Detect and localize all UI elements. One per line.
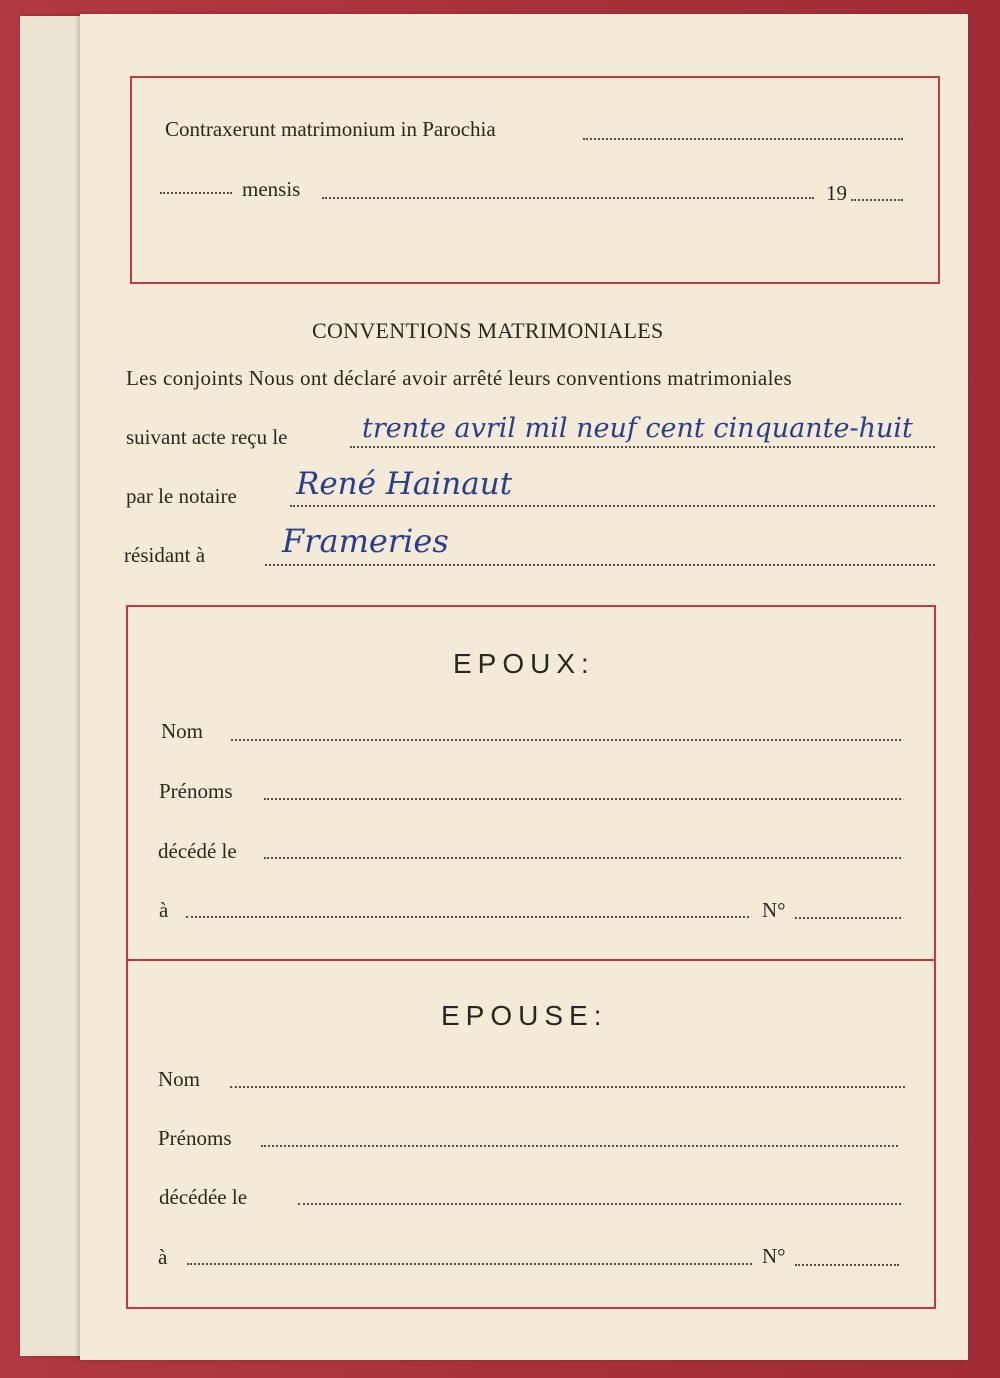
residant-handwritten: Frameries xyxy=(282,522,449,560)
notaire-field[interactable] xyxy=(290,505,935,507)
parochia-field[interactable] xyxy=(583,138,903,140)
parochia-label: Contraxerunt matrimonium in Parochia xyxy=(165,117,496,141)
epoux-a-label: à xyxy=(159,898,169,922)
acte-field[interactable] xyxy=(350,446,935,448)
epouse-prenoms-field[interactable] xyxy=(261,1145,898,1147)
epoux-no-field[interactable] xyxy=(795,917,901,919)
epouse-prenoms-label: Prénoms xyxy=(158,1126,232,1150)
acte-handwritten: trente avril mil neuf cent cinquante-huit xyxy=(362,413,913,444)
mensis-label: mensis xyxy=(242,177,301,201)
epoux-nom-label: Nom xyxy=(161,719,203,743)
epouse-decede-label: décédée le xyxy=(159,1185,248,1209)
conventions-sentence: Les conjoints Nous ont déclaré avoir arrêté leurs conventions matrimoniales xyxy=(126,366,792,390)
epoux-decede-field[interactable] xyxy=(264,857,901,859)
epoux-decede-label: décédé le xyxy=(158,839,237,863)
epouse-nom-field[interactable] xyxy=(230,1086,905,1088)
epouse-title: EPOUSE: xyxy=(441,1000,608,1031)
acte-label: suivant acte reçu le xyxy=(126,425,288,449)
epoux-prenoms-label: Prénoms xyxy=(159,779,233,803)
epoux-a-field[interactable] xyxy=(186,916,749,918)
epouse-no-label: N° xyxy=(762,1244,786,1268)
epoux-prenoms-field[interactable] xyxy=(264,798,901,800)
residant-label: résidant à xyxy=(124,543,206,567)
month-field[interactable] xyxy=(322,197,814,199)
year-field[interactable] xyxy=(851,199,903,201)
spouses-divider xyxy=(128,959,934,961)
epoux-no-label: N° xyxy=(762,898,786,922)
year-prefix: 19 xyxy=(826,181,847,205)
epouse-no-field[interactable] xyxy=(795,1264,899,1266)
epoux-title: EPOUX: xyxy=(453,648,595,679)
notaire-label: par le notaire xyxy=(126,484,237,508)
day-field[interactable] xyxy=(160,192,232,194)
notaire-handwritten: René Hainaut xyxy=(296,466,513,502)
conventions-title: CONVENTIONS MATRIMONIALES xyxy=(312,318,664,343)
residant-field[interactable] xyxy=(265,564,935,566)
epouse-a-field[interactable] xyxy=(187,1263,752,1265)
epouse-a-label: à xyxy=(158,1245,168,1269)
epouse-decede-field[interactable] xyxy=(298,1203,901,1205)
epoux-nom-field[interactable] xyxy=(231,739,901,741)
epouse-nom-label: Nom xyxy=(158,1067,200,1091)
